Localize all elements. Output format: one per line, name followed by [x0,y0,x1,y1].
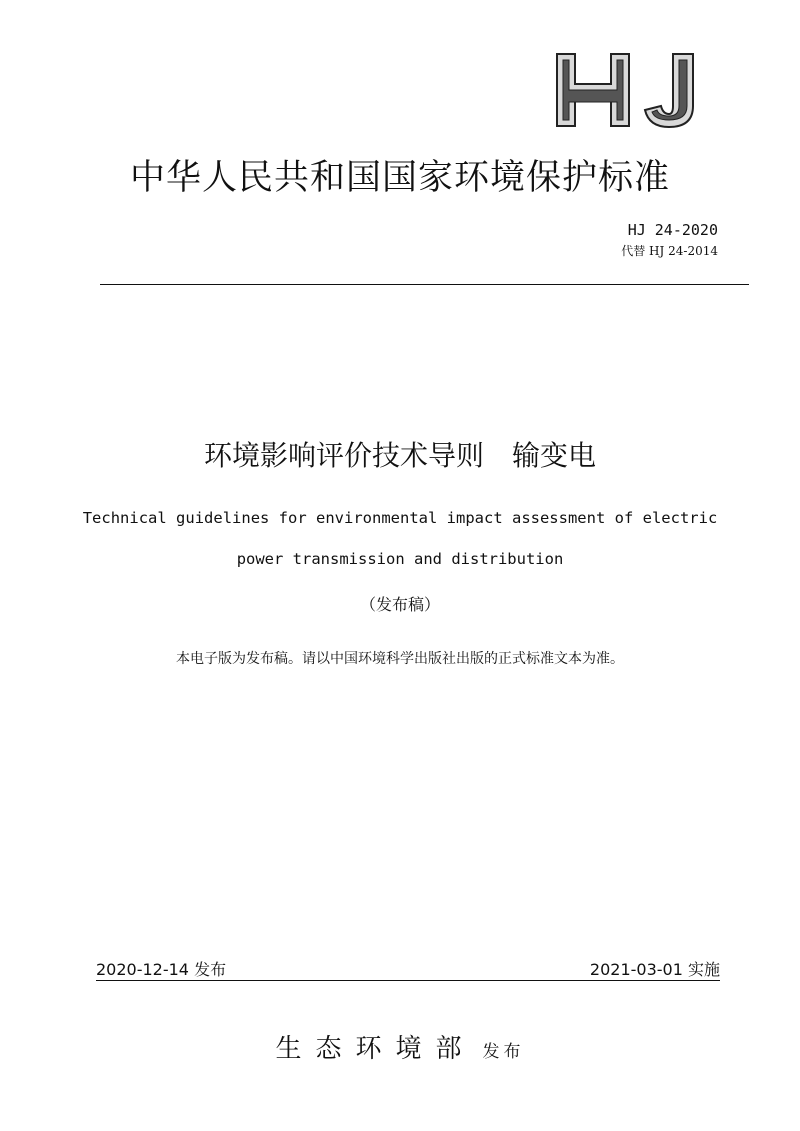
english-title-line-1: Technical guidelines for environmental impact assessment of electric [82,509,718,527]
header-divider [100,284,749,285]
publisher-name: 生态环境部 [275,1034,476,1064]
document-title: 环境影响评价技术导则 输变电 [203,439,596,472]
footer-divider [96,980,720,981]
standard-number: HJ 24-2020 [627,221,718,239]
replaces-standard: 代替 HJ 24-2014 [621,244,718,258]
hj-logo-mark [557,54,693,127]
english-title-line-2: power transmission and distribution [236,550,564,568]
org-title: 中华人民共和国国家环境保护标准 [129,158,670,198]
issue-date: 2020-12-14 发布 [96,960,227,979]
publisher-action: 发布 [482,1042,525,1062]
draft-label: （发布稿） [359,595,440,614]
publisher [0,1028,800,1065]
edition-notice: 本电子版为发布稿。请以中国环境科学出版社出版的正式标准文本为准。 [176,651,624,667]
hj-logo [553,50,703,130]
implementation-date: 2021-03-01 实施 [589,960,720,979]
